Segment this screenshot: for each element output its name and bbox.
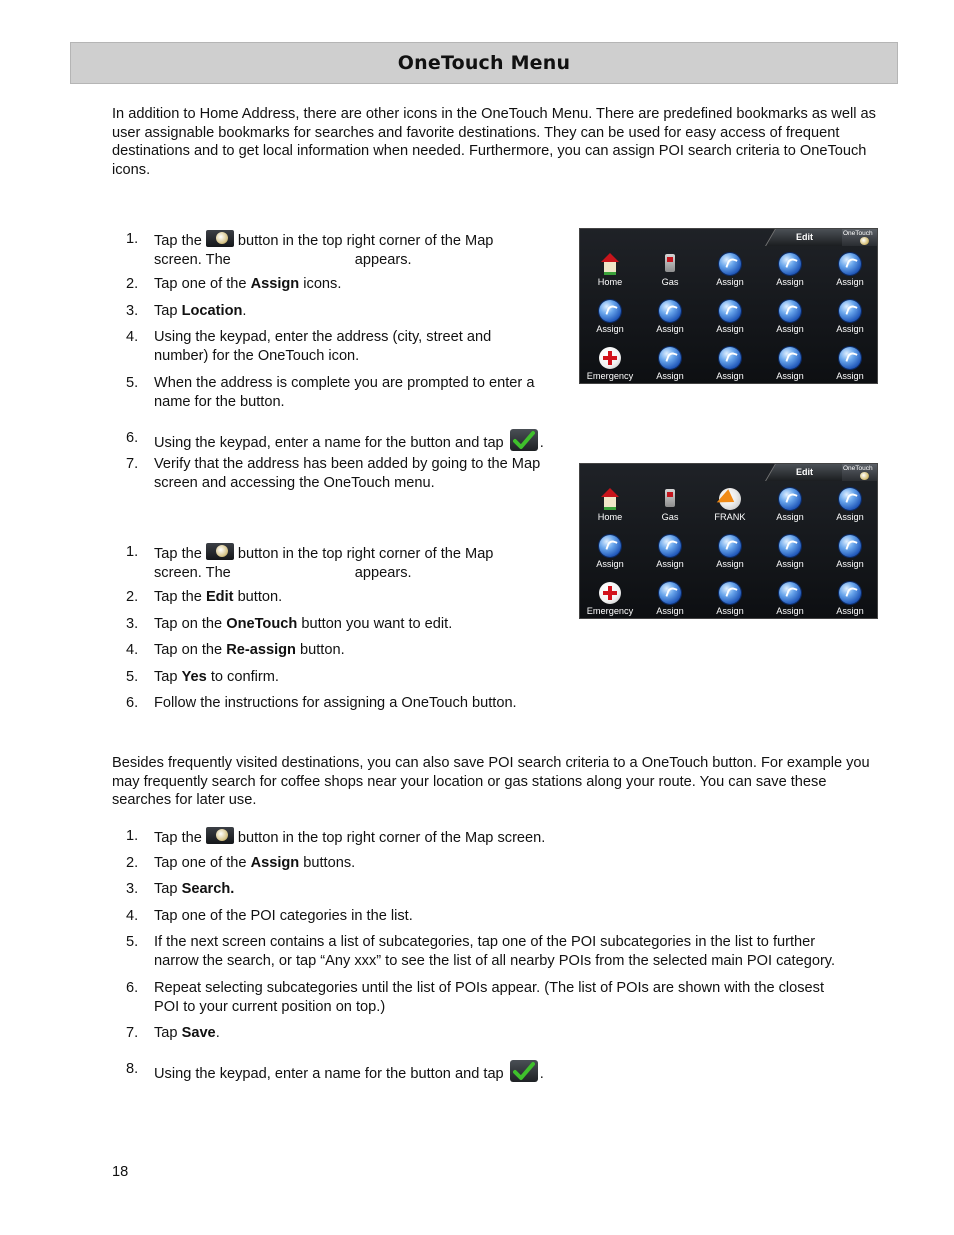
- onetouch-button-label: Assign: [716, 606, 744, 616]
- onetouch-button-label: Assign: [716, 324, 744, 334]
- onetouch-button-label: Assign: [596, 559, 624, 569]
- home-icon: [599, 488, 621, 510]
- onetouch-button-assign[interactable]: [760, 531, 820, 577]
- confirm-check-icon: [510, 1060, 538, 1082]
- onetouch-button-label: Assign: [776, 371, 804, 381]
- assign-icon: [719, 582, 741, 604]
- assign-icon: [659, 582, 681, 604]
- onetouch-button-assign[interactable]: [640, 296, 700, 342]
- onetouch-button-label: Assign: [836, 606, 864, 616]
- onetouch-button-label: Home: [597, 512, 623, 522]
- onetouch-button-assign[interactable]: [640, 531, 700, 577]
- assign-icon: [599, 535, 621, 557]
- onetouch-button-assign[interactable]: [820, 343, 878, 384]
- onetouch-mini-icon: [860, 237, 869, 245]
- onetouch-button-assign[interactable]: [700, 249, 760, 295]
- onetouch-button-label: Gas: [661, 277, 679, 287]
- onetouch-button-assign[interactable]: [580, 531, 640, 577]
- onetouch-button-assign[interactable]: [700, 531, 760, 577]
- onetouch-button-assign[interactable]: [820, 296, 878, 342]
- assign-icon: [779, 582, 801, 604]
- home-icon: [599, 253, 621, 275]
- onetouch-button-label: Assign: [776, 324, 804, 334]
- confirm-check-icon: [510, 429, 538, 451]
- emergency-cross-icon: [599, 347, 621, 369]
- assign-icon: [719, 347, 741, 369]
- onetouch-button-assign[interactable]: [640, 578, 700, 619]
- onetouch-button-assign[interactable]: [700, 343, 760, 384]
- onetouch-button-label: Assign: [776, 559, 804, 569]
- onetouch-button-label: Emergency: [586, 371, 634, 381]
- onetouch-button-label: Assign: [596, 324, 624, 334]
- onetouch-button-label: Assign: [836, 324, 864, 334]
- onetouch-button-label: Assign: [836, 371, 864, 381]
- onetouch-icon: [206, 543, 234, 560]
- onetouch-button-emergency[interactable]: [580, 578, 640, 619]
- assign-icon: [719, 535, 741, 557]
- onetouch-button-emergency[interactable]: [580, 343, 640, 384]
- onetouch-button-assign[interactable]: [760, 249, 820, 295]
- onetouch-button-gas[interactable]: [640, 484, 700, 530]
- onetouch-button-label: Assign: [656, 371, 684, 381]
- screen-top-bar: [580, 229, 877, 247]
- edit-button[interactable]: Edit: [796, 232, 813, 242]
- onetouch-button-label: Assign: [776, 606, 804, 616]
- onetouch-button-label: Assign: [656, 559, 684, 569]
- assign-icon: [779, 300, 801, 322]
- screen-top-bar: [580, 464, 877, 482]
- assign-icon: [599, 300, 621, 322]
- intro-paragraph: In addition to Home Address, there are other icons in the OneTouch Menu. There are predefined bookmarks as well as user assignable bookmarks for searches and favorite destinations. They can be used for easy access of frequent destinations and to get local information when needed. Furthermore, you can assign POI search criteria to OneTouch icons.: [112, 106, 876, 178]
- onetouch-button-assign[interactable]: [820, 249, 878, 295]
- poi-intro-paragraph: Besides frequently visited destinations, you can also save POI search criteria to a OneTouch button. For example you may frequently search for coffee shops near your location or gas stations along your route. You can save these searches for later use.: [112, 755, 870, 808]
- onetouch-button-assign[interactable]: [640, 343, 700, 384]
- onetouch-button-label: Assign: [656, 324, 684, 334]
- onetouch-mini-icon: [860, 472, 869, 480]
- bookmark-flag-icon: [719, 488, 741, 510]
- onetouch-button-assign[interactable]: [760, 296, 820, 342]
- onetouch-button-assign[interactable]: [820, 484, 878, 530]
- gas-pump-icon: [659, 488, 681, 510]
- onetouch-button-assign[interactable]: [760, 484, 820, 530]
- onetouch-button-label: Assign: [776, 277, 804, 287]
- onetouch-icon: [206, 827, 234, 844]
- assign-icon: [779, 253, 801, 275]
- onetouch-button-assign[interactable]: [760, 578, 820, 619]
- onetouch-button-label: Assign: [836, 559, 864, 569]
- section-header: [70, 42, 898, 84]
- onetouch-tab[interactable]: OneTouch: [843, 230, 873, 237]
- assign-icon: [659, 347, 681, 369]
- onetouch-button-label: FRANK: [714, 512, 746, 522]
- onetouch-button-label: Assign: [716, 559, 744, 569]
- onetouch-screen-1: [579, 228, 878, 384]
- emergency-cross-icon: [599, 582, 621, 604]
- edit-button[interactable]: Edit: [796, 467, 813, 477]
- onetouch-button-home[interactable]: [580, 484, 640, 530]
- onetouch-button-home[interactable]: [580, 249, 640, 295]
- onetouch-button-label: Home: [597, 277, 623, 287]
- assign-icon: [839, 582, 861, 604]
- onetouch-tab[interactable]: OneTouch: [843, 465, 873, 472]
- onetouch-button-assign[interactable]: [580, 296, 640, 342]
- onetouch-button-label: Assign: [716, 371, 744, 381]
- assign-icon: [839, 347, 861, 369]
- assign-icon: [839, 488, 861, 510]
- onetouch-button-label: Emergency: [586, 606, 634, 616]
- onetouch-screen-2: [579, 463, 878, 619]
- assign-icon: [839, 300, 861, 322]
- assign-icon: [659, 535, 681, 557]
- page-title: OneTouch Menu: [397, 52, 571, 74]
- onetouch-button-assign[interactable]: [760, 343, 820, 384]
- assign-icon: [659, 300, 681, 322]
- onetouch-button-label: Assign: [776, 512, 804, 522]
- onetouch-button-assign[interactable]: [820, 531, 878, 577]
- assign-icon: [719, 253, 741, 275]
- onetouch-button-assign[interactable]: [700, 578, 760, 619]
- assign-icon: [839, 253, 861, 275]
- assign-icon: [779, 535, 801, 557]
- onetouch-button-label: Assign: [836, 277, 864, 287]
- onetouch-button-assign[interactable]: [820, 578, 878, 619]
- onetouch-button-label: Gas: [661, 512, 679, 522]
- assign-icon: [719, 300, 741, 322]
- onetouch-button-label: Assign: [836, 512, 864, 522]
- page-number: 18: [112, 1164, 129, 1180]
- onetouch-button-frank[interactable]: [700, 484, 760, 530]
- onetouch-button-gas[interactable]: [640, 249, 700, 295]
- assign-icon: [779, 347, 801, 369]
- onetouch-button-label: Assign: [716, 277, 744, 287]
- assign-icon: [779, 488, 801, 510]
- onetouch-button-label: Assign: [656, 606, 684, 616]
- gas-pump-icon: [659, 253, 681, 275]
- onetouch-button-assign[interactable]: [700, 296, 760, 342]
- assign-icon: [839, 535, 861, 557]
- onetouch-icon: [206, 230, 234, 247]
